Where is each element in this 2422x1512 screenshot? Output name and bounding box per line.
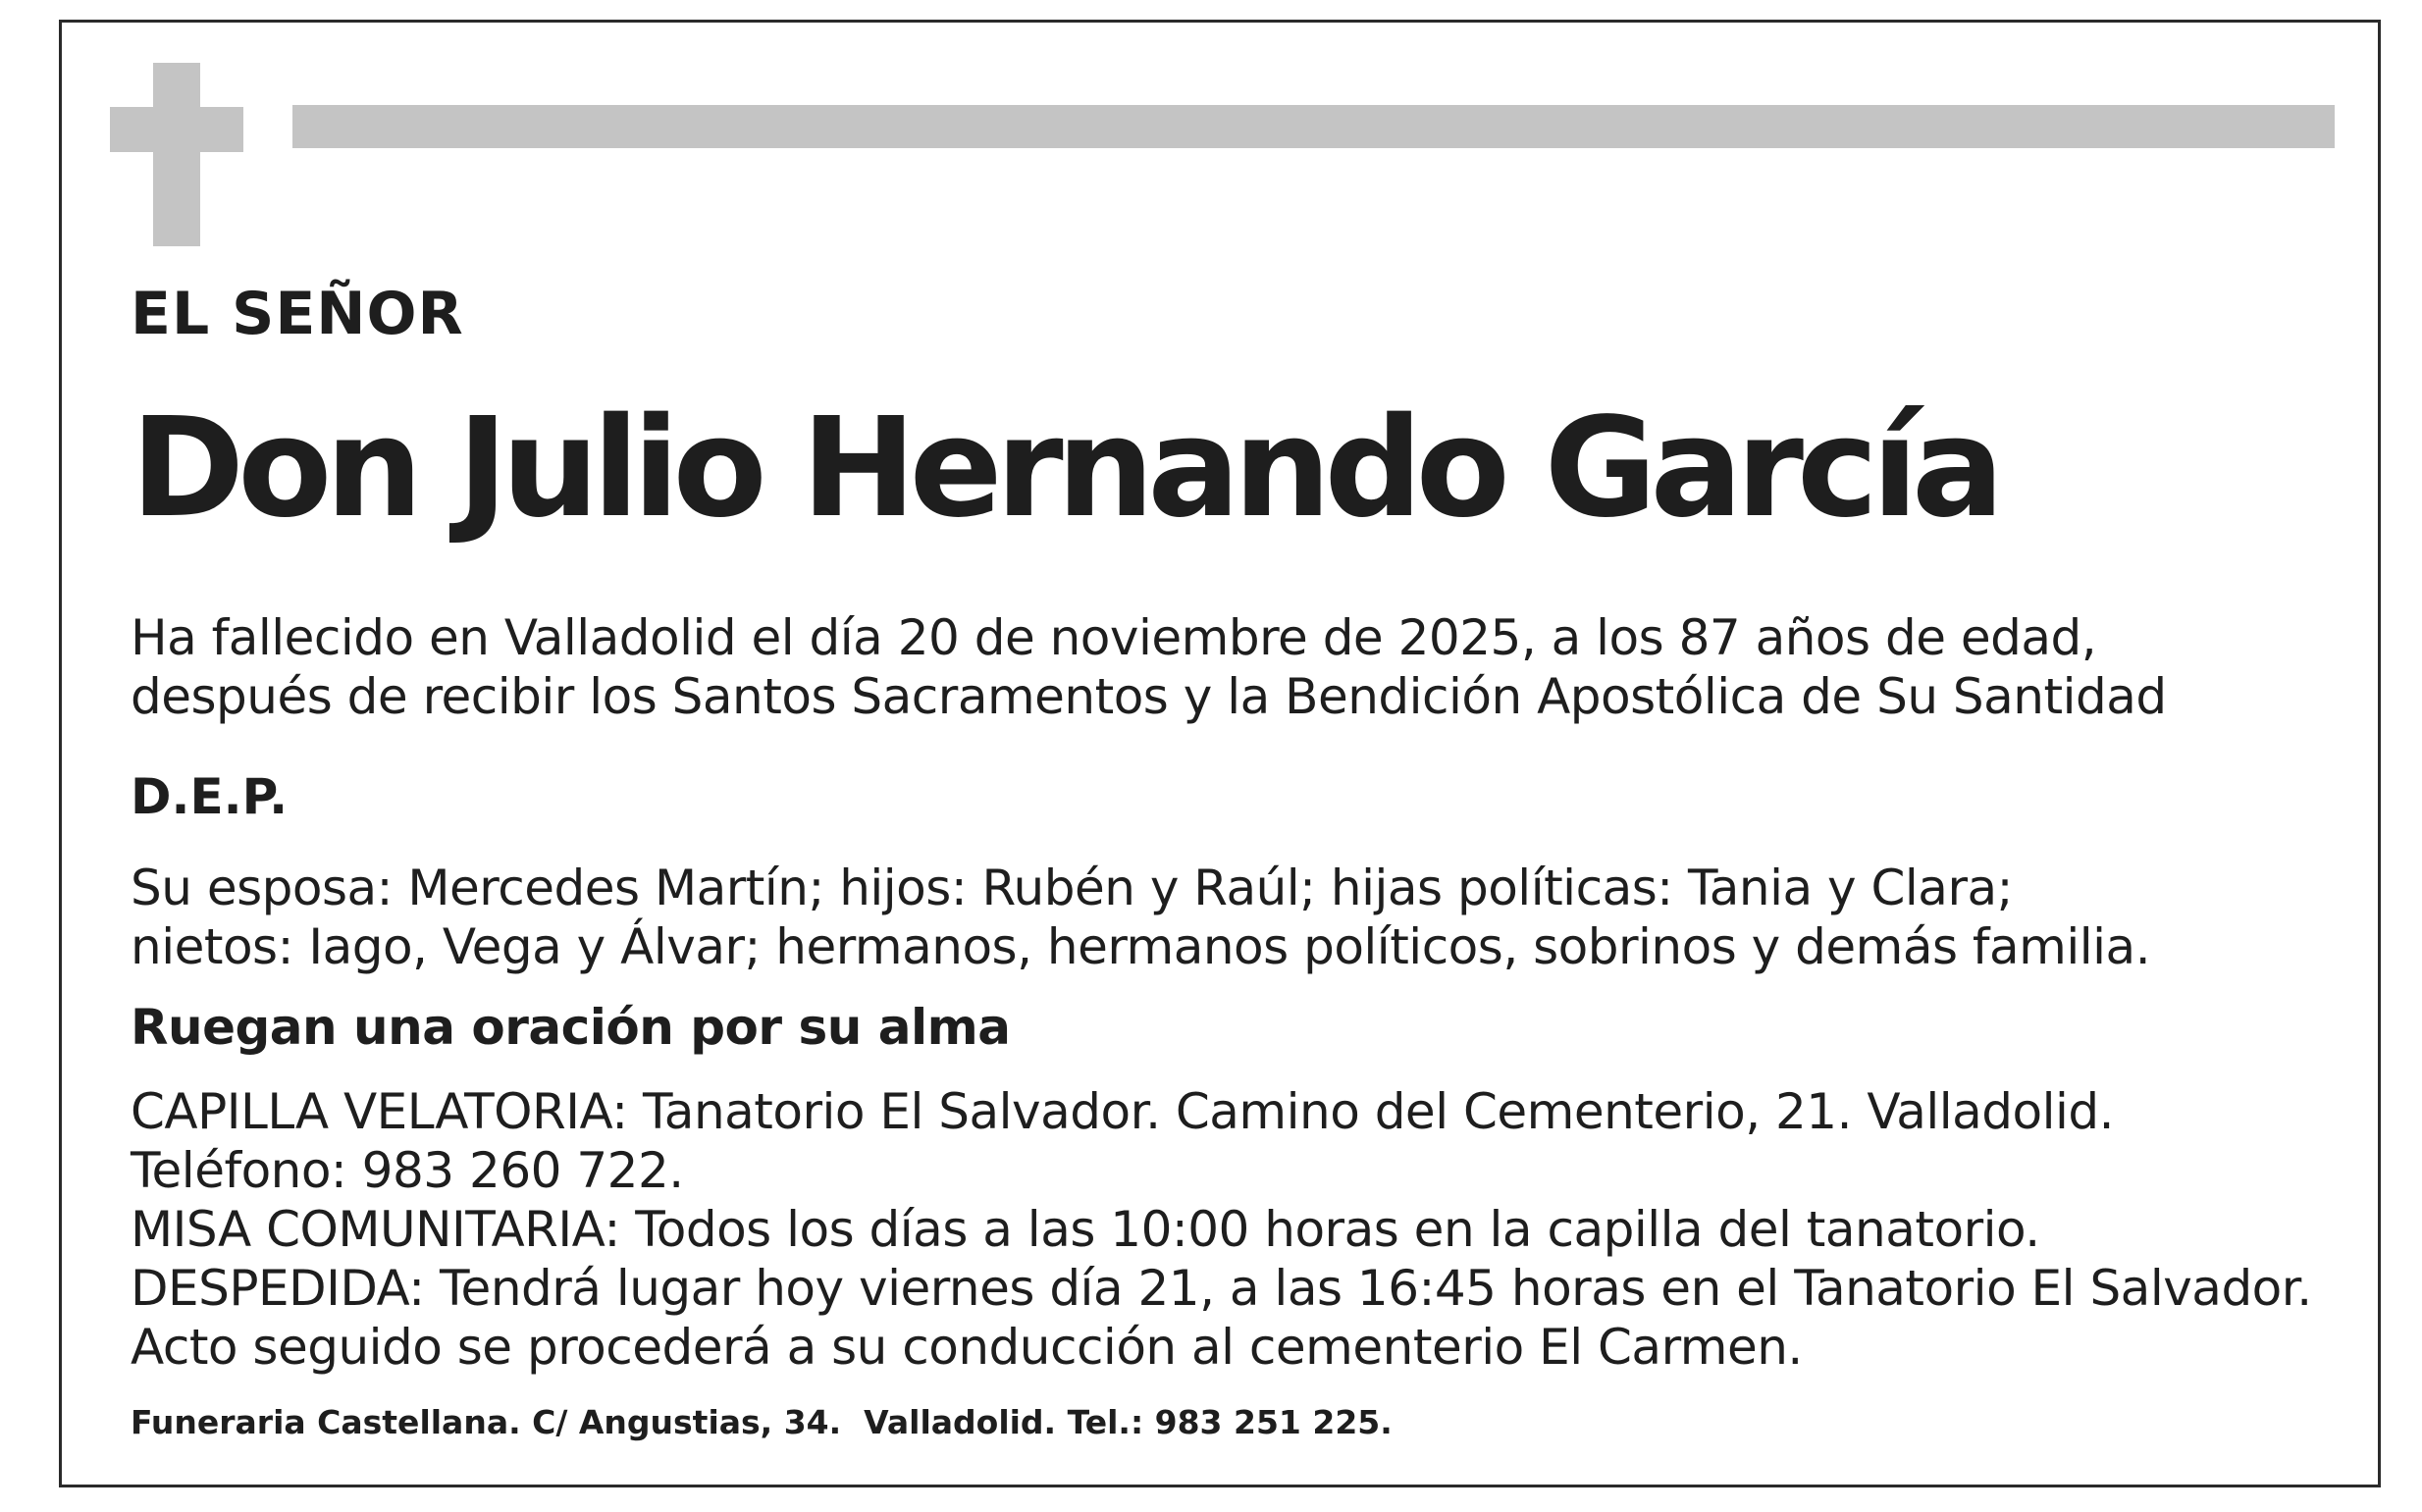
details-line: Acto seguido se procederá a su conducción al cementerio El Carmen. bbox=[131, 1319, 1803, 1376]
details-line: Teléfono: 983 260 722. bbox=[131, 1142, 684, 1199]
funeral-home-footer: Funeraria Castellana. C/ Angustias, 34. Valladolid. Tel.: 983 251 225. bbox=[131, 1403, 1393, 1441]
details-line: CAPILLA VELATORIA: Tanatorio El Salvador. Camino del Cementerio, 21. Valladolid. bbox=[131, 1083, 2115, 1140]
announcement-line: Ha fallecido en Valladolid el día 20 de noviembre de 2025, a los 87 años de edad, bbox=[131, 609, 2097, 666]
header-bar bbox=[292, 105, 2335, 148]
announcement-paragraph bbox=[131, 608, 2167, 726]
details-paragraph bbox=[131, 1082, 2312, 1377]
family-line: Su esposa: Mercedes Martín; hijos: Rubén y Raúl; hijas políticas: Tania y Clara; bbox=[131, 860, 2013, 916]
rip-label: D.E.P. bbox=[131, 768, 289, 825]
family-line: nietos: Iago, Vega y Álvar; hermanos, hermanos políticos, sobrinos y demás familia. bbox=[131, 918, 2151, 975]
prayer-request: Ruegan una oración por su alma bbox=[131, 999, 1011, 1056]
details-line: MISA COMUNITARIA: Todos los días a las 10:00 horas en la capilla del tanatorio. bbox=[131, 1201, 2040, 1258]
family-paragraph bbox=[131, 859, 2150, 976]
deceased-name: Don Julio Hernando García bbox=[131, 389, 1998, 548]
details-line: DESPEDIDA: Tendrá lugar hoy viernes día 21, a las 16:45 horas en el Tanatorio El Salvador. bbox=[131, 1260, 2312, 1317]
honorific: EL SEÑOR bbox=[131, 280, 464, 348]
cross-icon bbox=[110, 63, 243, 246]
announcement-line: después de recibir los Santos Sacramentos y la Bendición Apostólica de Su Santidad bbox=[131, 668, 2167, 725]
